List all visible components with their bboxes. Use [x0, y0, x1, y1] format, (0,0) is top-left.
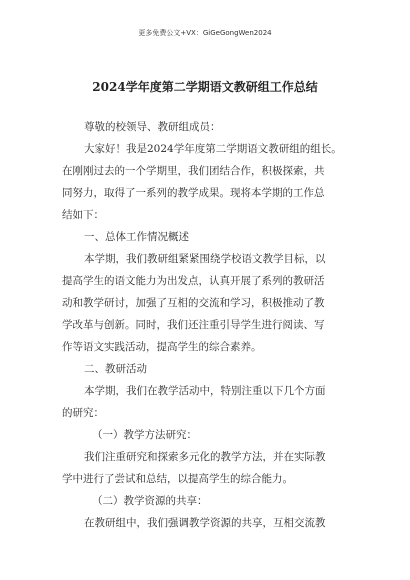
paragraph-line: 在教研组中，我们强调教学资源的共享，互相交流教 [84, 517, 326, 529]
paragraph-line: 我们注重研究和探索多元化的教学方法，并在实际教 [84, 451, 326, 463]
subsection-heading: （二）教学资源的共享： [92, 495, 208, 507]
paragraph-line: 学改革与创新。同时，我们还注重引导学生进行阅读、写 [62, 319, 325, 331]
paragraph-line: 同努力，取得了一系列的教学成果。现将本学期的工作总 [62, 187, 325, 199]
section-heading: 二、教研活动 [84, 363, 147, 375]
paragraph-line: 结如下： [62, 209, 104, 221]
document-body [62, 116, 352, 534]
paragraph-line: 动和教学研讨，加强了互相的交流和学习，积极推动了教 [62, 297, 325, 309]
paragraph-line: 大家好！我是2024学年度第二学期语文教研组的组长。 [84, 143, 342, 155]
paragraph-line: 本学期，我们在教学活动中，特别注重以下几个方面 [84, 385, 326, 397]
salutation: 尊敬的校领导、教研组成员： [84, 121, 221, 133]
paragraph-line: 提高学生的语文能力为出发点，认真开展了系列的教研活 [62, 275, 325, 287]
section-heading: 一、总体工作情况概述 [84, 231, 189, 243]
subsection-heading: （一）教学方法研究： [92, 429, 197, 441]
paragraph-line: 的研究： [62, 407, 104, 419]
page-header: 更多免费公文+VX：GiGeGongWen2024 [138, 29, 272, 37]
paragraph-line: 作等语文实践活动，提高学生的综合素养。 [62, 341, 262, 353]
paragraph-line: 在刚刚过去的一个学期里，我们团结合作，积极探索，共 [62, 165, 325, 177]
paragraph-line: 学中进行了尝试和总结，以提高学生的综合能力。 [62, 473, 293, 485]
paragraph-line: 本学期，我们教研组紧紧围绕学校语文教学目标，以 [84, 253, 326, 265]
document-title: 2024学年度第二学期语文教研组工作总结 [92, 80, 318, 94]
